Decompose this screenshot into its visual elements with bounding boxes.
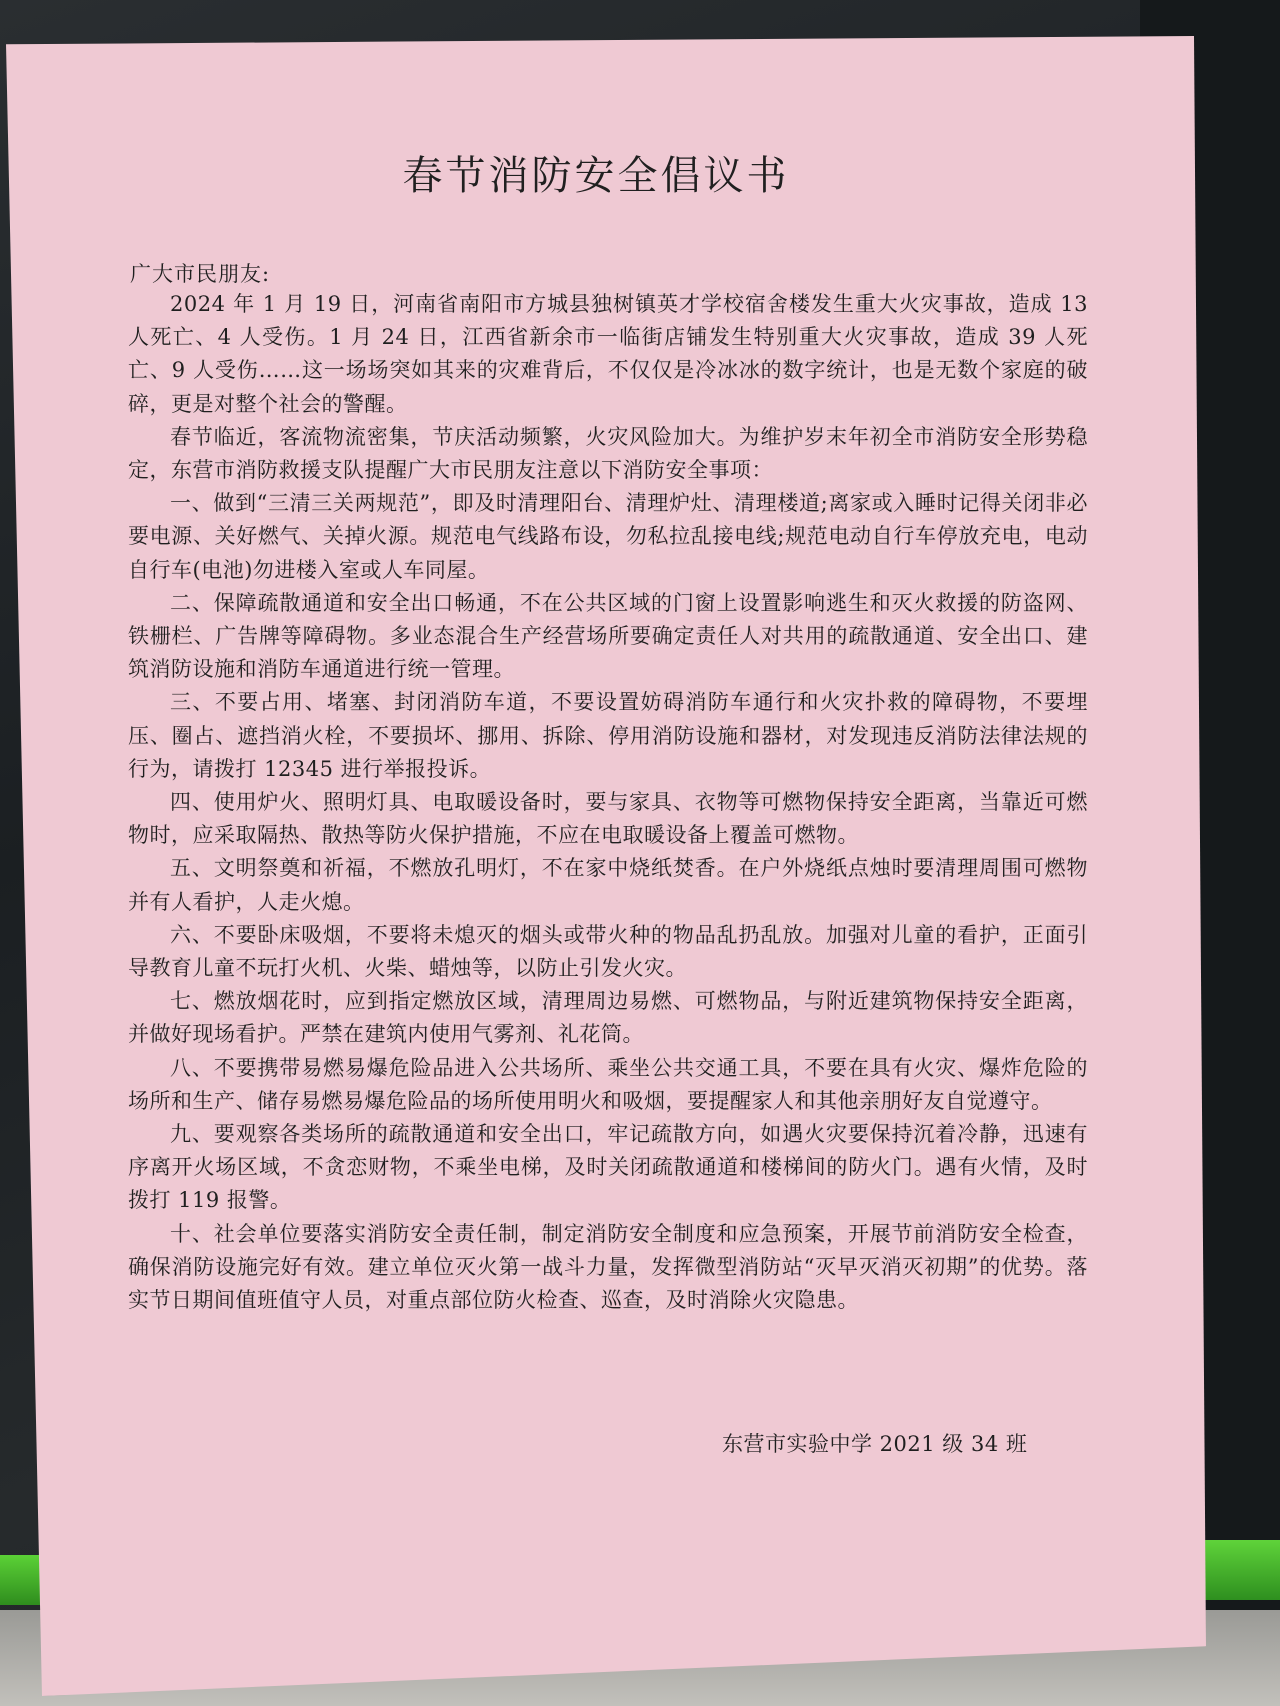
paragraph-item-4: 四、使用炉火、照明灯具、电取暖设备时，要与家具、衣物等可燃物保持安全距离，当靠近可燃物时，应采取隔热、散热等防火保护措施，不应在电取暖设备上覆盖可燃物。 bbox=[128, 790, 1088, 848]
paragraph-item-7: 七、燃放烟花时，应到指定燃放区域，清理周边易燃、可燃物品，与附近建筑物保持安全距离，并做好现场看护。严禁在建筑内使用气雾剂、礼花筒。 bbox=[128, 989, 1088, 1047]
document-signature: 东营市实验中学 2021 级 34 班 bbox=[722, 1432, 1028, 1456]
paragraph-item-10: 十、社会单位要落实消防安全责任制，制定消防安全制度和应急预案，开展节前消防安全检查，确保消防设施完好有效。建立单位灭火第一战斗力量，发挥微型消防站“灭早灭消灭初期”的优势。落实节日期间值班值守人员，对重点部位防火检查、巡查，及时消除火灾隐患。 bbox=[128, 1221, 1088, 1313]
paragraph-item-2: 二、保障疏散通道和安全出口畅通，不在公共区域的门窗上设置影响逃生和灭火救援的防盗网、铁栅栏、广告牌等障碍物。多业态混合生产经营场所要确定责任人对共用的疏散通道、安全出口、建筑消防设施和消防车通道进行统一管理。 bbox=[128, 590, 1088, 682]
paragraph-item-5: 五、文明祭奠和祈福，不燃放孔明灯，不在家中烧纸焚香。在户外烧纸点烛时要清理周围可燃物并有人看护，人走火熄。 bbox=[128, 856, 1088, 914]
paragraph-item-6: 六、不要卧床吸烟，不要将未熄灭的烟头或带火种的物品乱扔乱放。加强对儿童的看护，正面引导教育儿童不玩打火机、火柴、蜡烛等，以防止引发火灾。 bbox=[128, 922, 1088, 981]
paragraph-reminder: 春节临近，客流物流密集，节庆活动频繁，火灾风险加大。为维护岁末年初全市消防安全形势稳定，东营市消防救援支队提醒广大市民朋友注意以下消防安全事项： bbox=[128, 424, 1088, 483]
paragraph-item-3: 三、不要占用、堵塞、封闭消防车道，不要设置妨碍消防车通行和火灾扑救的障碍物，不要埋压、圈占、遮挡消火栓，不要损坏、挪用、拆除、停用消防设施和器材，对发现违反消防法律法规的行为，请拨打 12345 进行举报投诉。 bbox=[128, 690, 1088, 781]
paragraph-item-8: 八、不要携带易燃易爆危险品进入公共场所、乘坐公共交通工具，不要在具有火灾、爆炸危险的场所和生产、储存易燃易爆危险品的场所使用明火和吸烟，要提醒家人和其他亲朋好友自觉遵守。 bbox=[128, 1055, 1088, 1113]
document-title: 春节消防安全倡议书 bbox=[402, 153, 790, 199]
document-body bbox=[128, 288, 1088, 1317]
paragraph-item-9: 九、要观察各类场所的疏散通道和安全出口，牢记疏散方向，如遇火灾要保持沉着冷静，迅速有序离开火场区域，不贪恋财物，不乘坐电梯，及时关闭疏散通道和楼梯间的防火门。遇有火情，及时拨打 119 报警。 bbox=[128, 1122, 1088, 1213]
document-content bbox=[6, 36, 1206, 1696]
paragraph-item-1: 一、做到“三清三关两规范”，即及时清理阳台、清理炉灶、清理楼道;离家或入睡时记得关闭非必要电源、关好燃气、关掉火源。规范电气线路布设，勿私拉乱接电线;规范电动自行车停放充电，电动自行车(电池)勿进楼入室或人车同屋。 bbox=[128, 491, 1088, 582]
paragraph-intro: 2024 年 1 月 19 日，河南省南阳市方城县独树镇英才学校宿舍楼发生重大火灾事故，造成 13 人死亡、4 人受伤。1 月 24 日，江西省新余市一临街店铺发生特别重大火灾事故，造成 39 人死亡、9 人受伤……这一场场突如其来的灾难背后，不仅仅是冷冰冰的数字统计，也是无数个家庭的破碎，更是对整个社会的警醒。 bbox=[128, 292, 1088, 416]
document-greeting: 广大市民朋友: bbox=[130, 262, 271, 286]
